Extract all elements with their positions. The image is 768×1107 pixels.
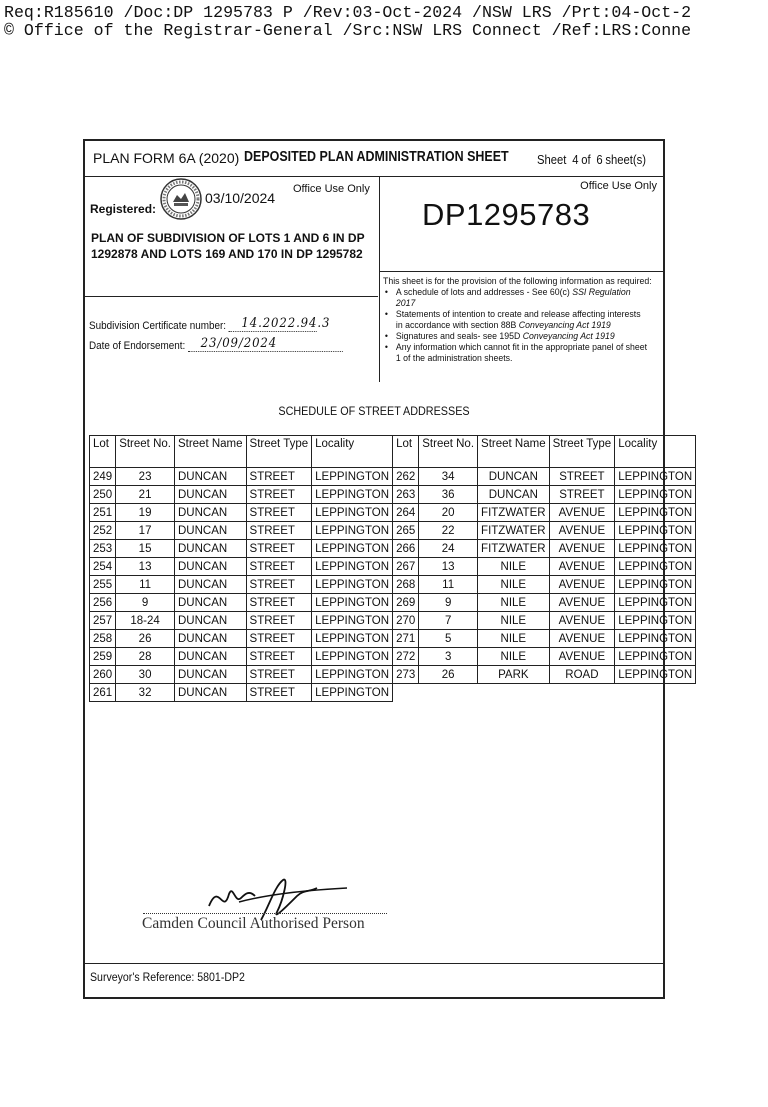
schedule-header-cell: Street Name — [478, 436, 550, 468]
empty-cell — [615, 684, 696, 702]
table-cell: PARK — [478, 666, 550, 684]
form-title-row — [85, 141, 663, 177]
endorsement-date-line: Date of Endorsement: 23/09/2024 — [89, 339, 343, 352]
registration-area — [85, 177, 380, 227]
schedule-title: SCHEDULE OF STREET ADDRESSES — [278, 404, 470, 418]
table-cell: NILE — [478, 558, 550, 576]
registered-label: Registered: — [90, 202, 157, 216]
table-cell: LEPPINGTON — [312, 612, 393, 630]
table-cell: AVENUE — [549, 504, 615, 522]
sheet-number: Sheet 4 of 6 sheet(s) — [537, 153, 647, 167]
form-title: DEPOSITED PLAN ADMINISTRATION SHEET — [244, 149, 509, 165]
administration-sheet — [83, 139, 693, 999]
schedule-header-cell: Street Type — [549, 436, 615, 468]
table-cell: DUNCAN — [174, 648, 246, 666]
table-cell: 268 — [393, 576, 419, 594]
registration-date: 03/10/2024 — [205, 190, 276, 206]
table-cell: 26 — [419, 666, 478, 684]
table-cell: 17 — [116, 522, 175, 540]
empty-cell — [549, 684, 615, 702]
table-cell: DUNCAN — [174, 504, 246, 522]
schedule-header-cell: Street No. — [419, 436, 478, 468]
table-cell: LEPPINGTON — [615, 486, 696, 504]
table-cell: STREET — [246, 576, 312, 594]
table-cell: FITZWATER — [478, 522, 550, 540]
table-cell: NILE — [478, 648, 550, 666]
table-cell: LEPPINGTON — [615, 648, 696, 666]
signature-line — [143, 913, 387, 914]
table-cell: FITZWATER — [478, 540, 550, 558]
table-cell: 261 — [90, 684, 116, 702]
table-cell: LEPPINGTON — [615, 612, 696, 630]
certificate-number-handwritten: 14.2022.94.3 — [241, 316, 331, 331]
table-cell: LEPPINGTON — [312, 522, 393, 540]
empty-cell — [419, 684, 478, 702]
table-cell: 262 — [393, 468, 419, 486]
table-cell: 28 — [116, 648, 175, 666]
info-item-other: • Any information which cannot fit in the appropriate panel of sheet 1 of the administration sheets. — [383, 342, 655, 364]
table-row — [90, 486, 696, 504]
table-cell: 26 — [116, 630, 175, 648]
table-cell: 273 — [393, 666, 419, 684]
table-cell: 23 — [116, 468, 175, 486]
certificate-area — [85, 296, 378, 382]
table-cell: LEPPINGTON — [312, 684, 393, 702]
footer-row — [85, 963, 663, 997]
table-cell: LEPPINGTON — [615, 468, 696, 486]
schedule-header-cell: Street No. — [116, 436, 175, 468]
table-cell: 21 — [116, 486, 175, 504]
copyright-header-line: © Office of the Registrar-General /Src:NSW LRS Connect /Ref:LRS:Conne — [4, 21, 692, 40]
table-cell: 15 — [116, 540, 175, 558]
table-cell: LEPPINGTON — [615, 594, 696, 612]
table-cell: 30 — [116, 666, 175, 684]
table-cell: DUNCAN — [174, 666, 246, 684]
table-cell: DUNCAN — [174, 558, 246, 576]
table-cell: 269 — [393, 594, 419, 612]
table-cell: AVENUE — [549, 630, 615, 648]
table-cell: LEPPINGTON — [615, 576, 696, 594]
table-cell: 260 — [90, 666, 116, 684]
table-row — [90, 522, 696, 540]
office-use-only-right: Office Use Only — [580, 180, 657, 192]
table-row — [90, 540, 696, 558]
table-cell: 265 — [393, 522, 419, 540]
table-cell: STREET — [246, 666, 312, 684]
table-cell: LEPPINGTON — [312, 594, 393, 612]
registration-panel — [85, 177, 380, 382]
table-cell: DUNCAN — [478, 468, 550, 486]
schedule-header-row — [90, 436, 696, 468]
table-cell: 267 — [393, 558, 419, 576]
table-cell: LEPPINGTON — [615, 540, 696, 558]
table-cell: DUNCAN — [174, 576, 246, 594]
table-cell: STREET — [246, 684, 312, 702]
table-cell: 250 — [90, 486, 116, 504]
table-cell: LEPPINGTON — [615, 630, 696, 648]
table-cell: 13 — [116, 558, 175, 576]
schedule-header-cell: Street Name — [174, 436, 246, 468]
info-item-statements: • Statements of intention to create and release affecting interests in accordance with section 88B Conveyancing Act 1919 — [383, 309, 655, 331]
table-cell: 20 — [419, 504, 478, 522]
table-cell: 266 — [393, 540, 419, 558]
table-row — [90, 558, 696, 576]
table-cell: LEPPINGTON — [312, 540, 393, 558]
table-cell: LEPPINGTON — [615, 558, 696, 576]
table-cell: LEPPINGTON — [615, 504, 696, 522]
table-cell: 249 — [90, 468, 116, 486]
request-header-line: Req:R185610 /Doc:DP 1295783 P /Rev:03-Oct-2024 /NSW LRS /Prt:04-Oct-2 — [4, 3, 692, 22]
table-cell: ROAD — [549, 666, 615, 684]
table-cell: LEPPINGTON — [615, 522, 696, 540]
table-cell: 258 — [90, 630, 116, 648]
table-cell: LEPPINGTON — [615, 666, 696, 684]
endorsement-date-handwritten: 23/09/2024 — [200, 336, 278, 351]
table-cell: DUNCAN — [478, 486, 550, 504]
table-row — [90, 612, 696, 630]
table-row — [90, 594, 696, 612]
table-cell: 11 — [116, 576, 175, 594]
office-use-only-left: Office Use Only — [293, 183, 370, 195]
signature-label: Camden Council Authorised Person — [142, 915, 365, 932]
table-cell: STREET — [246, 540, 312, 558]
table-cell: LEPPINGTON — [312, 486, 393, 504]
schedule-table-wrap — [89, 435, 696, 702]
schedule-header-cell: Lot — [90, 436, 116, 468]
table-cell: NILE — [478, 630, 550, 648]
dp-number: DP1295783 — [422, 197, 591, 232]
table-cell: AVENUE — [549, 522, 615, 540]
table-cell: 34 — [419, 468, 478, 486]
table-cell: STREET — [246, 630, 312, 648]
table-cell: 256 — [90, 594, 116, 612]
schedule-header-cell: Locality — [312, 436, 393, 468]
table-cell: 271 — [393, 630, 419, 648]
table-cell: AVENUE — [549, 576, 615, 594]
table-cell: DUNCAN — [174, 540, 246, 558]
plan-title: PLAN OF SUBDIVISION OF LOTS 1 AND 6 IN DP 1292878 AND LOTS 169 AND 170 IN DP 1295782 — [91, 231, 365, 261]
table-cell: STREET — [246, 648, 312, 666]
table-cell: 252 — [90, 522, 116, 540]
form-id: PLAN FORM 6A (2020) — [93, 150, 240, 166]
table-cell: 24 — [419, 540, 478, 558]
table-cell: AVENUE — [549, 540, 615, 558]
table-cell: 257 — [90, 612, 116, 630]
table-cell: 36 — [419, 486, 478, 504]
table-cell: LEPPINGTON — [312, 558, 393, 576]
information-intro: This sheet is for the provision of the following information as required: — [383, 276, 652, 287]
table-cell: 9 — [419, 594, 478, 612]
table-cell: LEPPINGTON — [312, 666, 393, 684]
table-cell: 255 — [90, 576, 116, 594]
table-cell: 264 — [393, 504, 419, 522]
table-cell: 18-24 — [116, 612, 175, 630]
table-row — [90, 684, 696, 702]
table-cell: STREET — [549, 468, 615, 486]
table-cell: AVENUE — [549, 594, 615, 612]
table-cell: STREET — [246, 612, 312, 630]
table-cell: STREET — [246, 594, 312, 612]
table-cell: 251 — [90, 504, 116, 522]
table-row — [90, 666, 696, 684]
table-cell: NILE — [478, 612, 550, 630]
table-cell: NILE — [478, 594, 550, 612]
empty-cell — [393, 684, 419, 702]
office-use-panel — [380, 177, 663, 382]
table-cell: 3 — [419, 648, 478, 666]
schedule-header-cell: Street Type — [246, 436, 312, 468]
table-cell: STREET — [246, 522, 312, 540]
subdivision-certificate-line: Subdivision Certificate number: 14.2022.94.3 — [89, 316, 331, 332]
table-cell: DUNCAN — [174, 522, 246, 540]
table-cell: 5 — [419, 630, 478, 648]
schedule-table — [89, 435, 696, 702]
information-box — [380, 271, 663, 382]
table-cell: 270 — [393, 612, 419, 630]
table-cell: AVENUE — [549, 612, 615, 630]
table-cell: 32 — [116, 684, 175, 702]
table-cell: FITZWATER — [478, 504, 550, 522]
table-cell: STREET — [246, 558, 312, 576]
table-cell: 19 — [116, 504, 175, 522]
table-cell: DUNCAN — [174, 612, 246, 630]
table-cell: LEPPINGTON — [312, 468, 393, 486]
table-cell: 9 — [116, 594, 175, 612]
information-list — [383, 287, 655, 364]
schedule-body — [90, 468, 696, 702]
table-cell: DUNCAN — [174, 594, 246, 612]
table-cell: NILE — [478, 576, 550, 594]
table-cell: 259 — [90, 648, 116, 666]
surveyor-reference: Surveyor's Reference: 5801-DP2 — [90, 972, 245, 984]
table-cell: 263 — [393, 486, 419, 504]
table-cell: DUNCAN — [174, 630, 246, 648]
table-cell: LEPPINGTON — [312, 504, 393, 522]
table-cell: DUNCAN — [174, 486, 246, 504]
table-cell: LEPPINGTON — [312, 648, 393, 666]
schedule-header-cell: Lot — [393, 436, 419, 468]
table-cell: DUNCAN — [174, 684, 246, 702]
schedule-header-cell: Locality — [615, 436, 696, 468]
table-cell: AVENUE — [549, 648, 615, 666]
table-cell: STREET — [246, 504, 312, 522]
table-row — [90, 648, 696, 666]
table-cell: STREET — [549, 486, 615, 504]
table-cell: 7 — [419, 612, 478, 630]
table-row — [90, 468, 696, 486]
info-item-schedule: • A schedule of lots and addresses - See 60(c) SSI Regulation 2017 — [383, 287, 655, 309]
signature-area — [141, 876, 461, 946]
table-cell: 13 — [419, 558, 478, 576]
info-item-signatures: • Signatures and seals- see 195D Conveyancing Act 1919 — [383, 331, 655, 342]
table-cell: 11 — [419, 576, 478, 594]
table-cell: AVENUE — [549, 558, 615, 576]
table-row — [90, 576, 696, 594]
table-cell: STREET — [246, 468, 312, 486]
table-cell: LEPPINGTON — [312, 576, 393, 594]
table-cell: 272 — [393, 648, 419, 666]
table-cell: STREET — [246, 486, 312, 504]
empty-cell — [478, 684, 550, 702]
table-cell: 254 — [90, 558, 116, 576]
table-cell: LEPPINGTON — [312, 630, 393, 648]
registrar-seal-icon — [159, 177, 203, 221]
table-cell: 253 — [90, 540, 116, 558]
table-cell: 22 — [419, 522, 478, 540]
table-row — [90, 504, 696, 522]
table-cell: DUNCAN — [174, 468, 246, 486]
table-row — [90, 630, 696, 648]
